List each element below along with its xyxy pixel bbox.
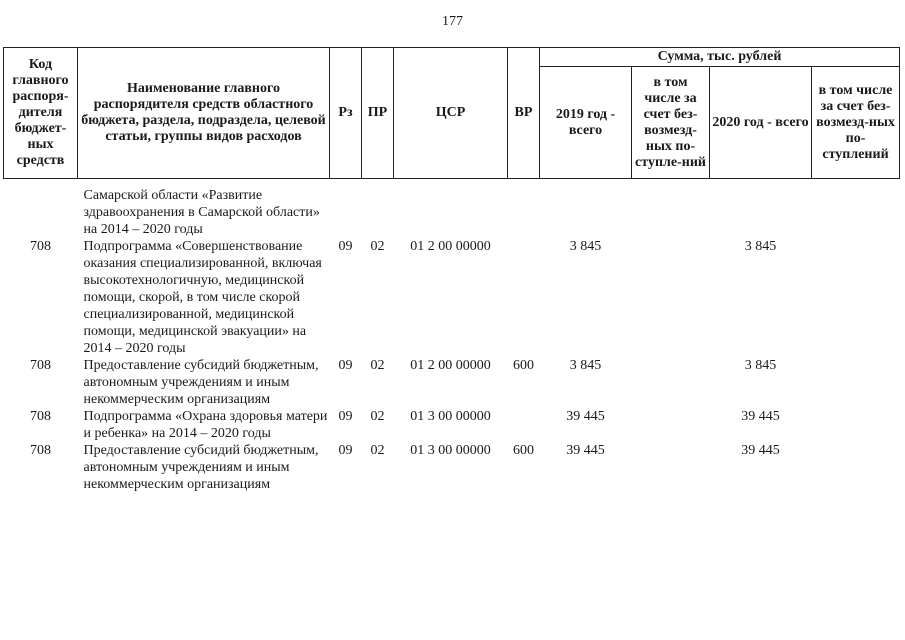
cell-2019-total: 39 445 — [566, 409, 605, 424]
cell-csr: 01 3 00 00000 — [410, 443, 491, 458]
cell-code: 708 — [30, 443, 51, 458]
cell-2019-gratuitous — [632, 442, 710, 493]
cell-pr: 02 — [370, 358, 385, 373]
header-name: Наименование главного распорядителя средств областного бюджета, раздела, подраздела, целевой статьи, группы видов расходов — [78, 48, 330, 179]
cell-name: Подпрограмма «Совершенствование оказания специализированной, включая высокотехнологичную, медицинской помощи, скорой, в том числе скорой специализированной, медицинской помощи, медицинской эвакуации» на 2014 – 2020 годы — [83, 239, 322, 356]
header-rz: Рз — [330, 48, 362, 179]
cell-code: 708 — [30, 409, 51, 424]
cell-2019-total — [540, 187, 632, 238]
cell-2020-gratuitous — [812, 442, 900, 493]
cell-2019-total: 3 845 — [569, 239, 602, 254]
cell-2019-gratuitous — [632, 238, 710, 357]
table-body — [4, 179, 900, 494]
cell-rz: 09 — [338, 443, 353, 458]
table-row — [4, 442, 900, 493]
cell-name: Самарской области «Развитие здравоохранения в Самарской области» на 2014 – 2020 годы — [83, 188, 320, 237]
table-row — [4, 187, 900, 238]
cell-2019-total: 39 445 — [566, 443, 605, 458]
cell-2020-total — [710, 187, 812, 238]
cell-rz: 09 — [338, 409, 353, 424]
cell-vr — [508, 238, 540, 357]
table-header — [4, 48, 900, 179]
cell-vr — [508, 187, 540, 238]
cell-2020-total: 39 445 — [741, 443, 780, 458]
header-2020-total: 2020 год - всего — [710, 67, 812, 179]
header-csr: ЦСР — [394, 48, 508, 179]
cell-2020-gratuitous — [812, 408, 900, 442]
header-2019-gratuitous: в том числе за счет без-возмезд-ных по-ступле-ний — [632, 67, 710, 179]
cell-csr — [394, 187, 508, 238]
cell-2020-gratuitous — [812, 357, 900, 408]
budget-table — [3, 47, 900, 493]
cell-name: Предоставление субсидий бюджетным, автономным учреждениям и иным некоммерческим организациям — [83, 443, 319, 492]
cell-csr: 01 2 00 00000 — [410, 239, 491, 254]
cell-2019-gratuitous — [632, 357, 710, 408]
cell-code — [4, 187, 78, 238]
cell-name: Предоставление субсидий бюджетным, автономным учреждениям и иным некоммерческим организациям — [83, 358, 319, 407]
cell-csr: 01 3 00 00000 — [410, 409, 491, 424]
header-sum-group: Сумма, тыс. рублей — [540, 48, 900, 67]
cell-2020-total: 3 845 — [744, 358, 777, 373]
table-row — [4, 408, 900, 442]
header-vr: ВР — [508, 48, 540, 179]
cell-pr: 02 — [370, 239, 385, 254]
header-2019-total: 2019 год - всего — [540, 67, 632, 179]
cell-code: 708 — [30, 239, 51, 254]
header-2020-gratuitous: в том числе за счет без-возмезд-ных по-ступлений — [812, 67, 900, 179]
cell-2019-total: 3 845 — [569, 358, 602, 373]
table-row — [4, 357, 900, 408]
cell-rz — [330, 187, 362, 238]
cell-pr: 02 — [370, 409, 385, 424]
cell-2020-gratuitous — [812, 238, 900, 357]
cell-code: 708 — [30, 358, 51, 373]
cell-csr: 01 2 00 00000 — [410, 358, 491, 373]
table-row — [4, 238, 900, 357]
cell-name: Подпрограмма «Охрана здоровья матери и ребенка» на 2014 – 2020 годы — [83, 409, 328, 441]
cell-2020-total: 39 445 — [741, 409, 780, 424]
cell-vr — [508, 408, 540, 442]
header-code: Код главного распоря-дителя бюджет-ных средств — [4, 48, 78, 179]
cell-2020-total: 3 845 — [744, 239, 777, 254]
cell-2019-gratuitous — [632, 187, 710, 238]
cell-pr: 02 — [370, 443, 385, 458]
cell-pr — [362, 187, 394, 238]
cell-rz: 09 — [338, 358, 353, 373]
cell-2019-gratuitous — [632, 408, 710, 442]
cell-rz: 09 — [338, 239, 353, 254]
header-pr: ПР — [362, 48, 394, 179]
cell-vr: 600 — [513, 443, 534, 458]
page-number: 177 — [442, 14, 463, 29]
cell-2020-gratuitous — [812, 187, 900, 238]
cell-vr: 600 — [513, 358, 534, 373]
